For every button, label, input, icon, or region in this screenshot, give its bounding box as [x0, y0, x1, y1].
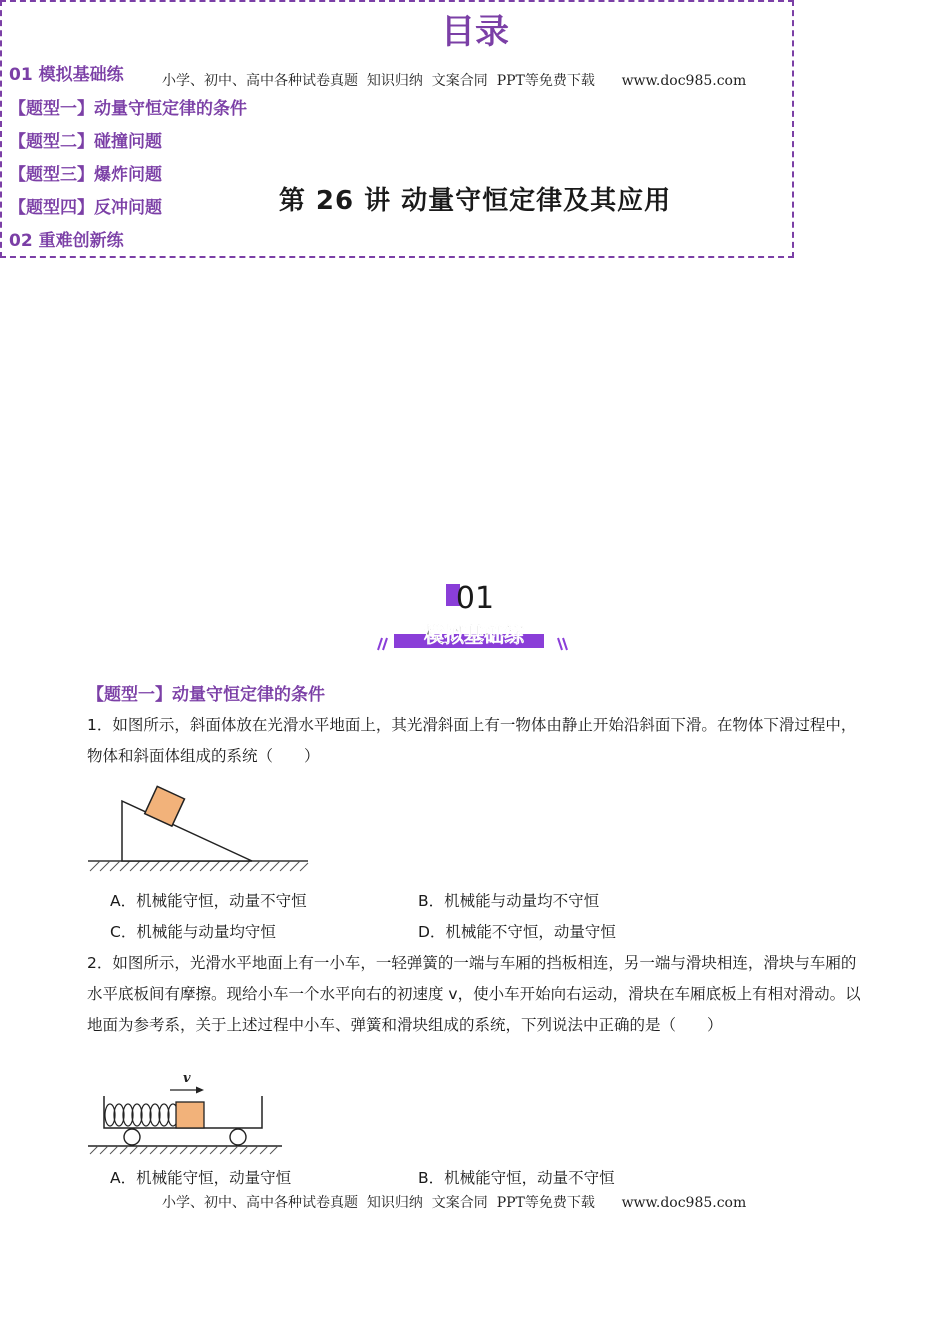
- toc-item-type2[interactable]: 【题型二】碰撞问题: [9, 132, 162, 152]
- banner-slash-right: [558, 638, 567, 650]
- slider-block: [176, 1102, 204, 1128]
- q1-option-c[interactable]: C．机械能与动量均守恒: [110, 923, 276, 941]
- velocity-label: v: [183, 1071, 191, 1086]
- banner-number: 01: [455, 581, 495, 616]
- page-title: 第 26 讲 动量守恒定律及其应用: [278, 186, 672, 216]
- toc-item-type1[interactable]: 【题型一】动量守恒定律的条件: [9, 99, 247, 119]
- q1-option-a[interactable]: A．机械能守恒，动量不守恒: [110, 892, 307, 910]
- wheel-right: [230, 1129, 246, 1145]
- q2-option-b[interactable]: B．机械能守恒，动量不守恒: [418, 1169, 615, 1187]
- toc-item-type4[interactable]: 【题型四】反冲问题: [9, 198, 162, 218]
- incline-wedge: [122, 801, 252, 861]
- ground-hatching: [90, 861, 308, 871]
- q2-option-a[interactable]: A．机械能守恒，动量守恒: [110, 1169, 292, 1187]
- wheel-left: [124, 1129, 140, 1145]
- table-of-contents: [0, 0, 794, 258]
- toc-item-type3[interactable]: 【题型三】爆炸问题: [9, 165, 162, 185]
- toc-item-basic-practice[interactable]: 01 模拟基础练: [9, 65, 124, 85]
- banner-label: 模拟基础练: [424, 623, 524, 647]
- q1-option-d[interactable]: D．机械能不守恒，动量守恒: [418, 923, 616, 941]
- ground-hatching: [90, 1146, 278, 1154]
- question-1-text: 1．如图所示，斜面体放在光滑水平地面上，其光滑斜面上有一物体由静止开始沿斜面下滑。在物体下滑过程中，物体和斜面体组成的系统（ ）: [87, 716, 857, 765]
- page-footer: 小学、初中、高中各种试卷真题 知识归纳 文案合同 PPT等免费下载 www.doc985.com: [162, 1195, 747, 1211]
- spring: [105, 1104, 178, 1126]
- type1-heading: 【题型一】动量守恒定律的条件: [87, 685, 325, 705]
- velocity-arrow: [170, 1087, 204, 1094]
- page-header: 小学、初中、高中各种试卷真题 知识归纳 文案合同 PPT等免费下载 www.doc985.com: [162, 73, 747, 89]
- section-banner: [370, 576, 580, 656]
- question-2-text: 2．如图所示，光滑水平地面上有一小车，一轻弹簧的一端与车厢的挡板相连，另一端与滑块相连，滑块与车厢的水平底板间有摩擦。现给小车一个水平向右的初速度 v，使小车开始向右运动，滑块在车厢底板上有相对滑动。以地面为参考系，关于上述过程中小车、弹簧和滑块组成的系统，下列说法中正确的是（ ）: [87, 954, 861, 1034]
- toc-heading: 目录: [441, 12, 509, 52]
- q1-option-b[interactable]: B．机械能与动量均不守恒: [418, 892, 600, 910]
- incline-diagram: [86, 775, 310, 875]
- cart-spring-diagram: [86, 1068, 286, 1158]
- banner-slash-left: [378, 638, 387, 650]
- toc-item-advanced-practice[interactable]: 02 重难创新练: [9, 231, 124, 251]
